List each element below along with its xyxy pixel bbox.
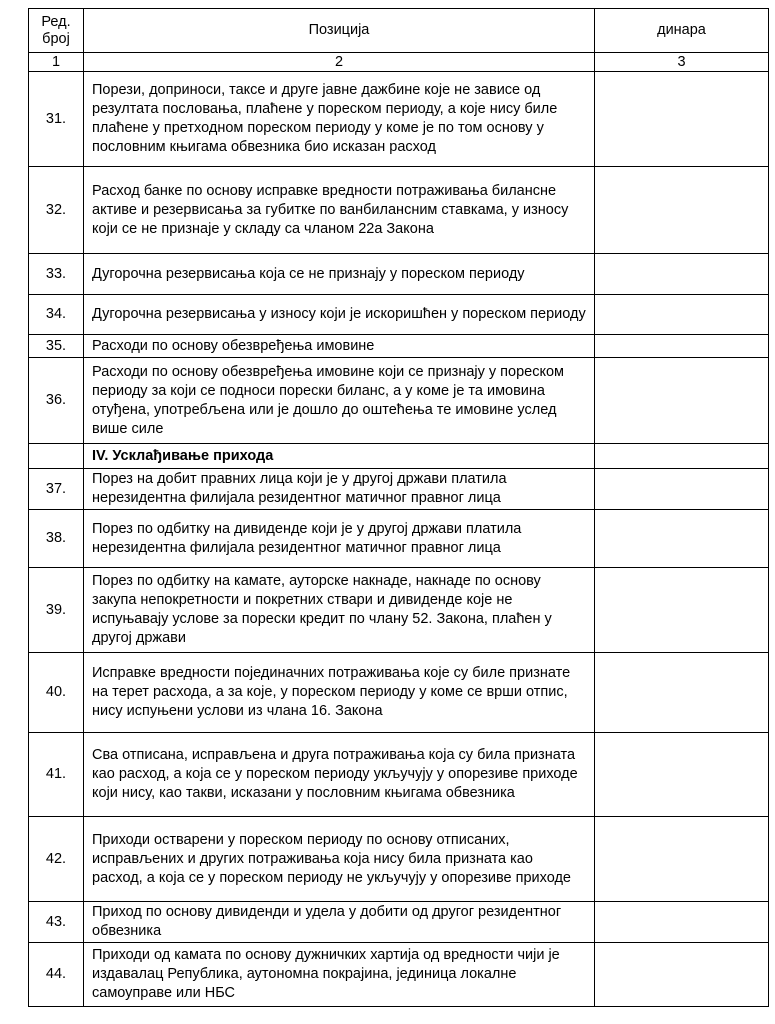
row-number: 44. (29, 943, 84, 1007)
row-description: Дугорочна резервисања у износу који је искоришћен у пореском периоду (84, 295, 595, 335)
row-description: Порез на добит правних лица који је у другој држави платила нерезидентна филијала резидентног матичног правног лица (84, 469, 595, 510)
row-number: 43. (29, 902, 84, 943)
amount-field[interactable] (595, 733, 769, 817)
table-header-row (29, 9, 769, 53)
column-index-row (29, 53, 769, 72)
table-row (29, 335, 769, 358)
row-number: 37. (29, 469, 84, 510)
row-number: 41. (29, 733, 84, 817)
amount-field[interactable] (595, 358, 769, 444)
table-row (29, 72, 769, 167)
amount-field[interactable] (595, 653, 769, 733)
row-description: Порез по одбитку на камате, ауторске накнаде, накнаде по основу закупа непокретности и покретних ствари и дивиденде које не испуњавају услове за порески кредит по члану 52. Закона, плаћен у другој држави (84, 568, 595, 653)
amount-field[interactable] (595, 72, 769, 167)
row-number: 32. (29, 167, 84, 254)
row-number: 31. (29, 72, 84, 167)
row-description: Приходи остварени у пореском периоду по основу отписаних, исправљених и других потраживања која нису била призната као расход, а која се у пореском периоду не укључују у опорезиве приходе (84, 817, 595, 902)
column-index-2: 2 (84, 53, 595, 72)
amount-field[interactable] (595, 943, 769, 1007)
row-number: 42. (29, 817, 84, 902)
table-row (29, 510, 769, 568)
amount-field[interactable] (595, 817, 769, 902)
row-number: 35. (29, 335, 84, 358)
header-amount-dinars: динара (595, 9, 769, 53)
row-number: 33. (29, 254, 84, 295)
tax-adjustment-table (28, 8, 769, 1007)
header-row-number: Ред. број (29, 9, 84, 53)
header-position: Позиција (84, 9, 595, 53)
row-number: 34. (29, 295, 84, 335)
amount-field[interactable] (595, 295, 769, 335)
table-row (29, 568, 769, 653)
amount-field[interactable] (595, 167, 769, 254)
row-number: 38. (29, 510, 84, 568)
column-index-3: 3 (595, 53, 769, 72)
amount-field[interactable] (595, 510, 769, 568)
table-row (29, 358, 769, 444)
table-row (29, 469, 769, 510)
table-row (29, 733, 769, 817)
row-description: Расходи по основу обезвређења имовине (84, 335, 595, 358)
row-description: Дугорочна резервисања која се не признају у пореском периоду (84, 254, 595, 295)
amount-field[interactable] (595, 469, 769, 510)
table-row (29, 254, 769, 295)
row-description: Расход банке по основу исправке вредности потраживања билансне активе и резервисања за губитке по ванбилансним ставкама, у износу који се не признаје у складу са чланом 22а Закона (84, 167, 595, 254)
row-description: Исправке вредности појединачних потраживања које су биле признате на терет расхода, а за које, у пореском периоду у коме се врши отпис, нису испуњени услови из члана 16. Закона (84, 653, 595, 733)
row-description: Приход по основу дивиденди и удела у добити од другог резидентног обвезника (84, 902, 595, 943)
tax-form-sheet (28, 8, 751, 1007)
row-description: Расходи по основу обезвређења имовине који се признају у пореском периоду за који се подноси порески биланс, а у коме је та имовина отуђена, употребљена или је дошло до оштећења те имовине услед више силе (84, 358, 595, 444)
amount-field[interactable] (595, 254, 769, 295)
row-number: 40. (29, 653, 84, 733)
row-description: Порез по одбитку на дивиденде који је у другој држави платила нерезидентна филијала резидентног матичног правног лица (84, 510, 595, 568)
row-description: Сва отписана, исправљена и друга потраживања која су била призната као расход, а која се у пореском периоду укључују у опорезиве приходе који нису, као такви, исказани у пословним књигама обвезника (84, 733, 595, 817)
table-row (29, 167, 769, 254)
amount-field[interactable] (595, 568, 769, 653)
table-row (29, 943, 769, 1007)
row-number: 36. (29, 358, 84, 444)
table-row (29, 653, 769, 733)
section-header-row (29, 444, 769, 469)
amount-field[interactable] (595, 902, 769, 943)
row-description: Приходи од камата по основу дужничких хартија од вредности чији је издавалац Република, аутономна покрајина, јединица локалне самоуправе или НБС (84, 943, 595, 1007)
row-description: Порези, доприноси, таксе и друге јавне дажбине које не зависе од резултата пословања, плаћене у пореском периоду, а које нису биле плаћене у претходном пореском периоду у коме је по том основу у пословним књигама обвезника био исказан расход (84, 72, 595, 167)
row-number (29, 444, 84, 469)
amount-field[interactable] (595, 335, 769, 358)
table-row (29, 295, 769, 335)
row-number: 39. (29, 568, 84, 653)
section-title: IV. Усклађивање прихода (84, 444, 595, 469)
table-row (29, 817, 769, 902)
column-index-1: 1 (29, 53, 84, 72)
table-row (29, 902, 769, 943)
amount-field (595, 444, 769, 469)
